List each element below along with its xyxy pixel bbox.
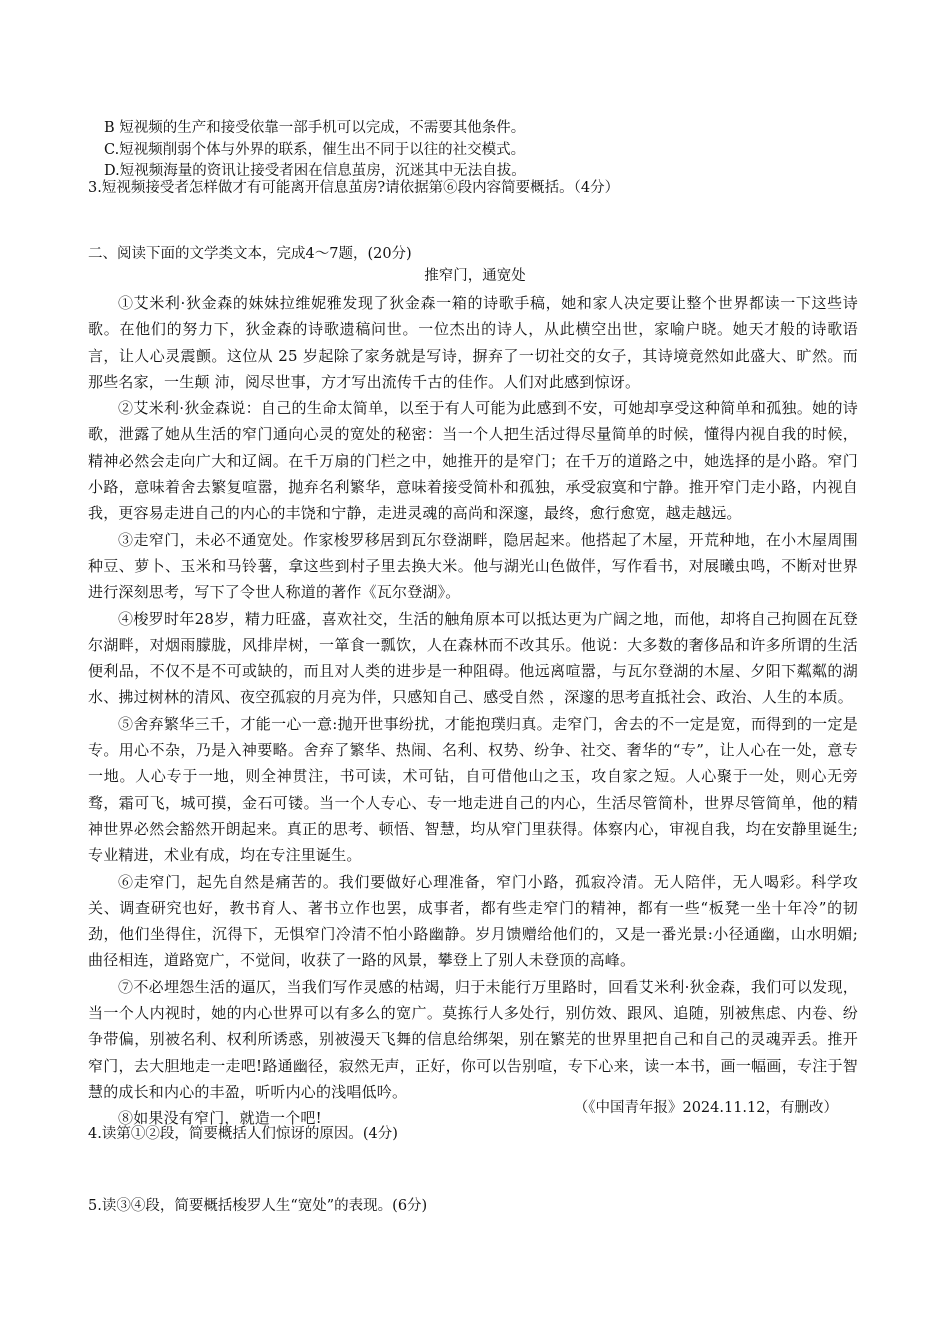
paragraph-1: ①艾米利·狄金森的妹妹拉维妮雅发现了狄金森一箱的诗歌手稿，她和家人决定要让整个世界都读一下这些诗歌。在他们的努力下，狄金森的诗歌遗稿问世。一位杰出的诗人，从此横空出世，家喻户晓。她天才般的诗歌语言，让人心灵震颤。这位从 25 岁起除了家务就是写诗，摒弃了一切社交的女子，其诗境竟然如此盛大、旷然。而那些名家，一生颠 沛，阅尽世事，方才写出流传千古的佳作。人们对此感到惊讶。	[88, 294, 858, 391]
paragraph-8: ⑧如果没有窄门，就造一个吧!	[118, 1109, 322, 1128]
section-heading: 二、阅读下面的文学类文本，完成4～7题，(20分)	[88, 246, 412, 262]
question-4: 4.读第①②段，简要概括人们惊讶的原因。(4分)	[88, 1126, 398, 1142]
option-c: C.短视频削弱个体与外界的联系，催生出不同于以往的社交模式。	[104, 142, 526, 158]
paragraph-4: ④梭罗时年28岁，精力旺盛，喜欢社交，生活的触角原本可以抵达更为广阔之地，而他，却将自己拘圆在瓦登尔湖畔，对烟雨朦胧，风排岸树，一箪食一瓢饮，人在森林而不改其乐。他说：大多数的奢侈品和许多所谓的生活便利品，不仅不是不可或缺的，而且对人类的进步是一种阻碍。他远离喧嚣，与瓦尔登湖的木屋、夕阳下粼粼的湖水、拂过树林的清风、夜空孤寂的月亮为伴，只感知自己、感受自然 ，深邃的思考直抵社会、政治、人生的本质。	[88, 609, 858, 707]
article-title: 推窄门，通宽处	[424, 268, 526, 284]
paragraph-2: ②艾米利·狄金森说：自己的生命太简单，以至于有人可能为此感到不安，可她却享受这种简单和孤独。她的诗歌，泄露了她从生活的窄门通向心灵的宽处的秘密：当一个人把生活过得尽量简单的时候，懂得内视自我的时候，精神必然会走向广大和辽阔。在千万扇的门栏之中，她推开的是窄门；在千万的道路之中，她选择的是小路。窄门小路，意味着舍去繁复喧嚣，抛弃名利繁华，意味着接受简朴和孤独，承受寂寞和宁静。推开窄门走小路，内视自我，更容易走进自己的内心的丰饶和宁静，走进灵魂的高尚和深邃，最终，愈行愈宽，越走越远。	[88, 399, 858, 523]
paragraph-5: ⑤舍弃繁华三千，才能一心一意:抛开世事纷扰，才能抱璞归真。走窄门，舍去的不一定是宽，而得到的一定是专。用心不杂，乃是入神要略。舍弃了繁华、热闹、名利、权势、纷争、社交、奢华的“专”，让人心在一处，意专一地。人心专于一地，则全神贯注，书可读，术可钻，自可借他山之玉，攻自家之短。人心聚于一处，则心无旁骛，霜可飞，城可摸，金石可镂。当一个人专心、专一地走进自己的内心，生活尽管简朴，世界尽管简单，他的精神世界必然会豁然开朗起来。真正的思考、顿悟、智慧，均从窄门里获得。体察内心，审视自我，均在安静里诞生;专业精进，术业有成，均在专注里诞生。	[88, 714, 858, 865]
question-5: 5.读③④段，简要概括梭罗人生“宽处”的表现。(6分)	[88, 1198, 428, 1214]
question-3: 3.短视频接受者怎样做才有可能离开信息茧房?请依据第⑥段内容简要概括。（4分）	[88, 180, 620, 196]
paragraph-7: ⑦不必埋怨生活的逼仄，当我们写作灵感的枯竭，归于未能行万里路时，回看艾米利·狄金森，我们可以发现，当一个人内视时，她的内心世界可以有多么的宽广。莫拣行人多处行，别仿效、跟风、追随，别被焦虑、内卷、纷争带偏，别被名利、权利所诱惑，别被漫天飞舞的信息给绑架，别在繁芜的世界里把自己和自己的灵魂弄丢。推开窄门，去大胆地走一走吧!路通幽径，寂然无声，正好，你可以告别喧，专下心来，读一本书，画一幅画，专注于智慧的成长和内心的丰盈，听听内心的浅唱低吟。	[88, 977, 858, 1101]
article-body	[88, 290, 858, 1132]
option-d: D.短视频海量的资讯让接受者困在信息茧房，沉迷其中无法自拔。	[104, 163, 526, 179]
paragraph-6: ⑥走窄门，起先自然是痛苦的。我们要做好心理准备，窄门小路，孤寂冷清。无人陪伴，无人喝彩。科学攻关、调查研究也好，教书育人、著书立作也罢，成事者，都有些走窄门的精神，都有一些“板凳一坐十年冷”的韧劲，他们坐得住，沉得下，无惧窄门冷清不怕小路幽静。岁月馈赠给他们的，又是一番光景:小径通幽，山水明媚;曲径相连，道路宽广，不觉间，收获了一路的风景，攀登上了别人未登顶的高峰。	[88, 872, 858, 970]
paragraph-3: ③走窄门，未必不通宽处。作家梭罗移居到瓦尔登湖畔，隐居起来。他搭起了木屋，开荒种地，在小木屋周围种豆、萝卜、玉米和马铃薯，拿这些到村子里去换大米。他与湖光山色做伴，写作看书，对展曦虫鸣，不断对世界进行深刻思考，写下了令世人称道的著作《瓦尔登湖》。	[88, 530, 858, 602]
option-b: B 短视频的生产和接受依靠一部手机可以完成，不需要其他条件。	[104, 120, 526, 136]
article-source: （《中国青年报》2024.11.12，有删改）	[573, 1100, 838, 1116]
